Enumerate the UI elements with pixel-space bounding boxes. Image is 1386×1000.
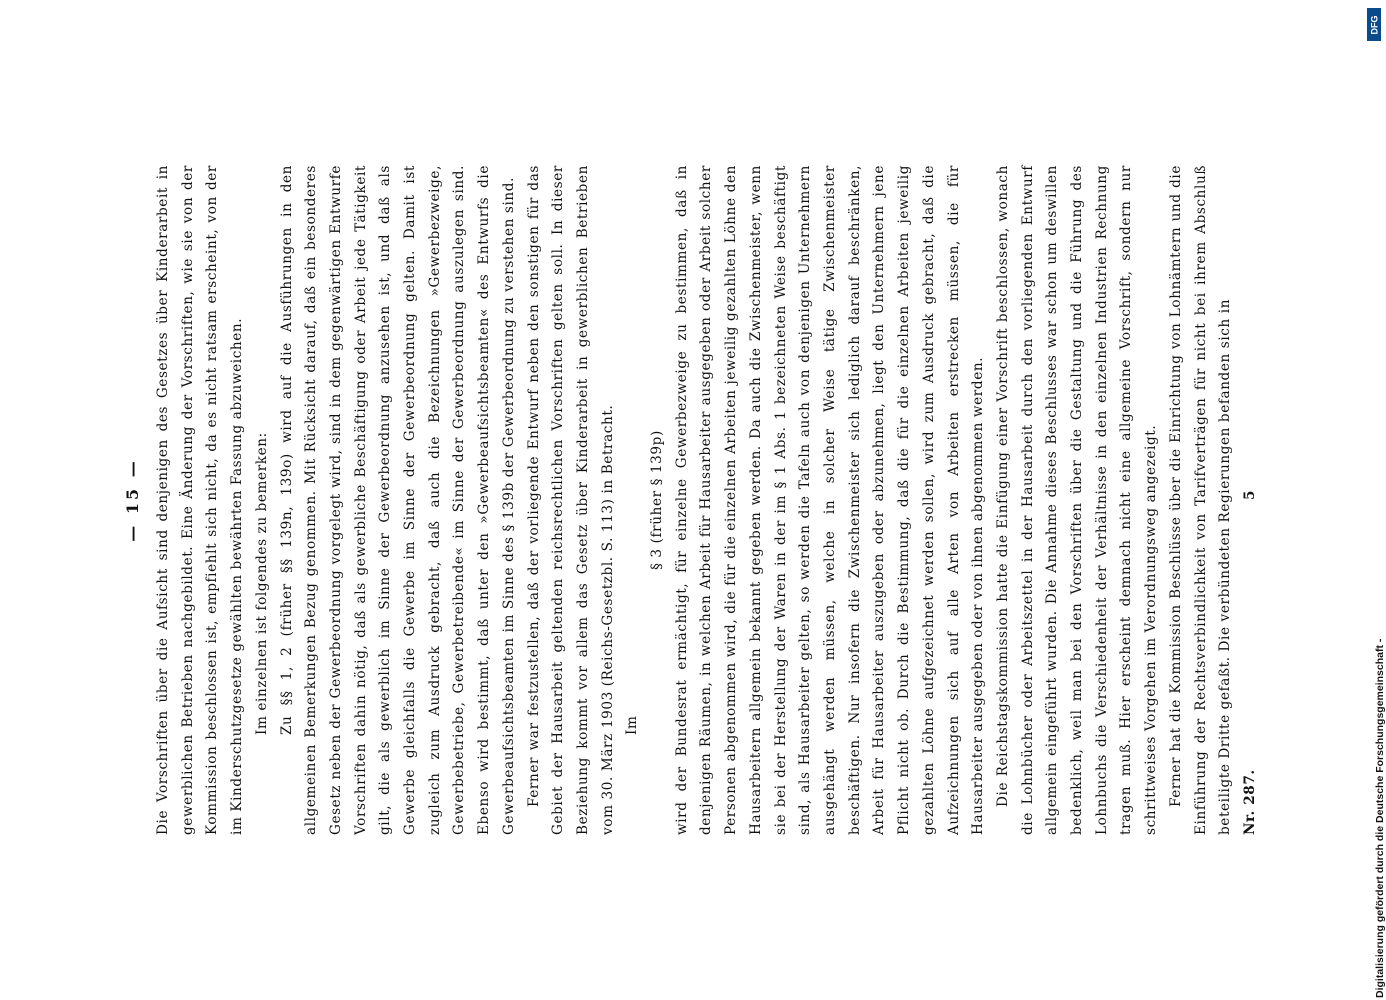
- paragraph-2: Im einzelnen ist folgendes zu bemerken:: [253, 432, 270, 735]
- paragraph-7: Die Reichstagskommission hatte die Einfügung einer Vorschrift beschlossen, wonach die Lohnbücher oder Arbeitszettel in der Hausarbeit durch den vorliegenden Entwurf allgemein eingeführt wurden. Die Annahme dieses Beschlusses war schon um deswillen bedenklich, weil man bei den Vorschriften über die Gestaltung und die Führung des Lohnbuchs die Verschiedenheit der Verhältnisse in den einzelnen Industrien Rechnung tragen muß. Hier erscheint demnach nicht eine allgemeine Vorschrift, sondern nur schrittweises Vorgehen im Verordnungsweg angezeigt.: [994, 165, 1160, 835]
- paragraph-5: Im: [624, 715, 641, 735]
- paragraph-3: Zu §§ 1, 2 (früher §§ 139n, 139o) wird auf die Ausführungen in den allgemeinen Bemerkungen Bezug genommen. Mit Rücksicht darauf, daß ein besonderes Gesetz neben der Gewerbeordnung vorgelegt wird, sind in dem gegenwärtigen Entwurfe Vorschriften dahin nötig, daß als gewerbliche Beschäftigung oder Arbeit jede Tätigkeit gilt, die als gewerblich im Sinne der Gewerbeordnung anzusehen ist, und daß als Gewerbe gleichfalls die Gewerbe im Sinne der Gewerbeordnung gelten. Damit ist zugleich zum Ausdruck gebracht, daß auch die Bezeichnungen »Gewerbezweige, Gewerbebetriebe, Gewerbetreibende« im Sinne der Gewerbeordnung auszulegen sind. Ebenso wird bestimmt, daß unter den »Gewerbeaufsichtsbeamten« des Entwurfs die Gewerbeaufsichtsbeamten im Sinne des § 139b der Gewerbeordnung zu verstehen sind.: [278, 165, 517, 835]
- page-footer: [1238, 165, 1262, 835]
- paragraph-6: wird der Bundesrat ermächtigt, für einzelne Gewerbezweige zu bestimmen, daß in denjenigen Räumen, in welchen Arbeit für Hausarbeiter ausgegeben oder Arbeit solcher Personen abgenommen wird, die für die einzelnen Arbeiten jeweilig gezahlten Löhne den Hausarbeitern allgemein bekannt gegeben werden. Da auch die Zwischenmeister, wenn sie bei der Herstellung der Waren in der im § 1 Abs. 1 bezeichneten Weise beschäftigt sind, als Hausarbeiter gelten, so werden die Tafeln auch von denjenigen Unternehmern ausgehängt werden müssen, welche in solcher Weise tätige Zwischenmeister beschäftigen. Nur insofern die Zwischenmeister sich lediglich darauf beschränken, Arbeit für Hausarbeiter auszugeben oder abzunehmen, liegt den Unternehmern jene Pflicht nicht ob. Durch die Bestimmung, daß die für die einzelnen Arbeiten jeweilig gezahlten Löhne aufgezeichnet werden sollen, wird zum Ausdruck gebracht, daß die Aufzeichnungen sich auf alle Arten von Arbeiten erstrecken müssen, die für Hausarbeiter ausgegeben oder von ihnen abgenommen werden.: [673, 165, 987, 835]
- document-number: Nr. 287.: [1241, 769, 1258, 835]
- paragraph-8: Ferner hat die Kommission Beschlüsse über die Einrichtung von Lohnämtern und die Einführung der Rechtsverbindlichkeit von Tarifverträgen für nicht bei ihrem Abschluß beteiligte Dritte gefaßt. Die verbündeten Regierungen befanden sich in: [1167, 165, 1234, 835]
- signature-mark: 5: [1241, 489, 1258, 500]
- dfg-logo-text: DFG: [1369, 15, 1379, 34]
- dfg-funding-note: Digitalisierung gefördert durch die Deutsche Forschungsgemeinschaft -: [1374, 638, 1386, 998]
- page-number: — 15 —: [123, 458, 142, 542]
- rotated-page: [121, 165, 1258, 835]
- section-heading: § 3 (früher § 139p): [649, 430, 666, 570]
- dfg-logo: [1367, 8, 1381, 41]
- paragraph-4: Ferner war festzustellen, daß der vorliegende Entwurf neben den sonstigen für das Gebiet der Hausarbeit geltenden reichsrechtlichen Vorschriften gelten soll. In dieser Beziehung kommt vor allem das Gesetz über Kinderarbeit in gewerblichen Betrieben vom 30. März 1903 (Reichs-Gesetzbl. S. 113) in Betracht.: [525, 165, 616, 835]
- page-body: [151, 165, 1262, 835]
- paragraph-1: Die Vorschriften über die Aufsicht sind denjenigen des Gesetzes über Kinderarbeit in gewerblichen Betrieben nachgebildet. Eine Änderung der Vorschriften, wie sie von der Kommission beschlossen ist, empfiehlt sich nicht, da es nicht ratsam erscheint, von der im Kinderschutzgesetze gewählten bewährten Fassung abzuweichen.: [155, 165, 246, 835]
